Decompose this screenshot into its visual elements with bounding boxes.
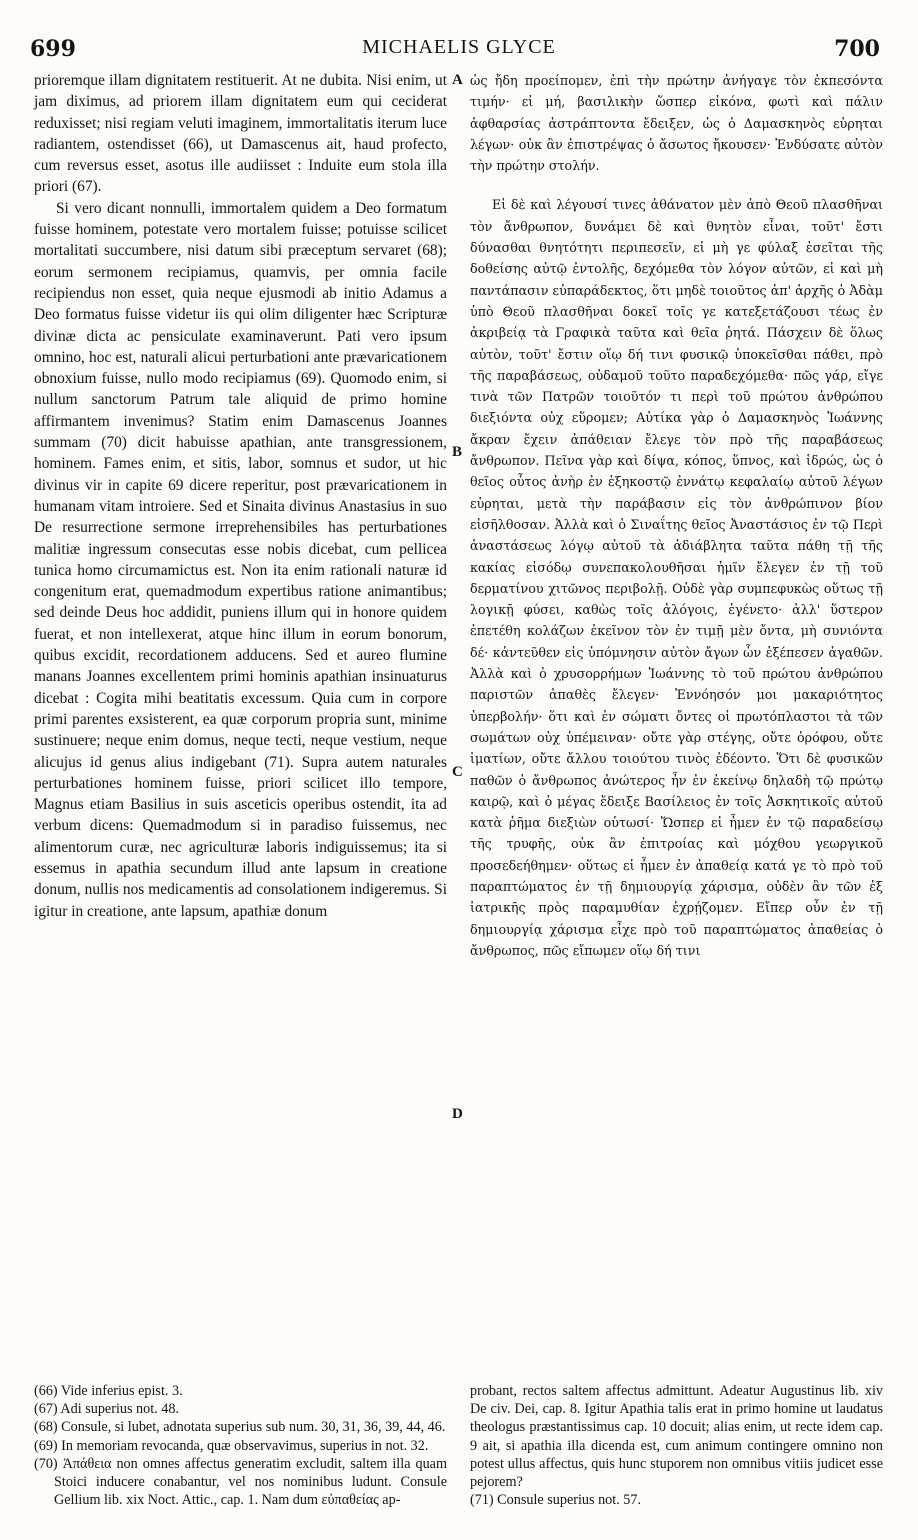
section-marker-a: A — [452, 72, 463, 88]
section-marker-c: C — [452, 764, 463, 780]
latin-paragraph-2: Si vero dicant nonnulli, immortalem quidem a Deo formatum fuisse hominem, potestate vero mortalem fuisse; potuisse scilicet mortalitati succumbere, nisi datum sibi præceptum servaret (68); eorum sermonem recipiamus, quamvis, per omnia facile recipiendus non esset, quia neque ejusmodi ab initio Adamus a Deo formatus fuisse videtur iis qui olim diligenter hæc Scripturæ divinæ dicta ac pensiculate examinaverunt. Pati vero ipsum omnino, hoc est, naturali alicui perturbationi ante prævaricationem obnoxium fuisse, nullo modo recipiamus (69). Quomodo enim, si nullum sanctorum Patrum tale aliquid de primo homine affirmantem invenimus? Statim enim Damascenus Joannes summam (70) dicit habuisse apathian, ante transgressionem, hominem. Fames enim, et sitis, labor, somnus et sudor, ut hic divinus vir in capite 69 dicere reperitur, post prævaricationem in humanam vitam introiere. Sed et Sinaita divinus Anastasius in suo De resurrectione sermone irreprehensibiles has perturbationes malitiæ ingressum consecutas esse nobis dicebat, cum pellicea tunica homo circumamictus est. Non ita enim rationali naturæ id congenitum erat, quemadmodum expertibus ratione animantibus; sed deinde Deus hoc addidit, puniens illum qui in honore quidem fuerat, et non intellexerat, atque hinc illum in eorum bonorum, quibus excidit, recordationem adducens. Sed et aureo flumine manans Joannes excellentem primi hominis apathian insinuaturus dicebat : Cogita mihi beatitatis excessum. Quia cum in corpore primi parentes exsisterent, ea quæ corporum propria sunt, minime sustinuere; neque enim domus, neque tecti, neque vestium, neque alicujus id genus alius indigebant (71). Supra autem naturales perturbationes hominem fuisse, priori scilicet illo tempore, Magnus etiam Basilius in suis asceticis operibus ostendit, ita ad verbum dicens: Quemadmodum si in paradiso fuissemus, nec alimentorum curæ, nec agriculturæ laboris indiguissemus; ita si essemus in apathia secundum illud ante lapsum in creatione donum, nullis nos medicamentis ad consolationem indigeremus. Si igitur in creatione, ante lapsum, apathiæ donum — [34, 199, 447, 920]
footnote-67: (67) Adi superius not. 48. — [34, 1401, 180, 1418]
footnote-71: (71) Consule superius not. 57. — [470, 1492, 642, 1509]
footnote-68: (68) Consule, si lubet, adnotata superius sub num. 30, 31, 36, 39, 44, 46. — [34, 1419, 446, 1436]
running-title: MICHAELIS GLYCE — [362, 36, 556, 58]
greek-column — [470, 70, 883, 961]
page-number-left: 699 — [30, 36, 76, 62]
page-number-right: 700 — [834, 36, 880, 62]
footnote-69: (69) In memoriam revocanda, quæ observavimus, superius in not. 32. — [34, 1437, 429, 1454]
latin-column — [34, 70, 447, 922]
section-marker-d: D — [452, 1106, 463, 1122]
footnotes-right — [470, 1382, 883, 1509]
greek-paragraph-2: Εἰ δὲ καὶ λέγουσί τινες ἀθάνατον μὲν ἀπὸ Θεοῦ πλασθῆναι τὸν ἄνθρωπον, δυνάμει δὲ καὶ θνητὸν εἶναι, τοῦτ' ἔστι δύνασθαι θνητότητι περιπεσεῖν, εἰ μὴ γε φύλαξ ἐσεῖται τῆς δοθείσης αὐτῷ ἐντολῆς, δεχόμεθα τὸν λόγον αὐτῶν, εἰ καὶ μὴ παντάπασιν εὐπαράδεκτος, ὅτι μηδὲ τοιοῦτος ἀπ' ἀρχῆς ὁ Ἀδὰμ ὑπὸ Θεοῦ πλασθῆναι δοκεῖ τοῖς γε κατεξετάζουσι τέως ἐν ἀκριβείᾳ τὰ Γραφικὰ ταῦτα καὶ θεῖα ῥητά. Πάσχειν δὲ ὅλως αὐτὸν, τοῦτ' ἔστιν οἵῳ δή τινι φυσικῷ ὑποκεῖσθαι πάθει, πρὸ τῆς παραβάσεως, οὐδαμοῦ τοῦτο παραδεχόμεθα· πῶς γάρ, εἴγε τινὰ τῶν Πατρῶν τοιοῦτόν τι περὶ τοῦ πρώτου ἀνθρώπου διεξιόντα οὐχ εὕρομεν; Αὐτίκα γὰρ ὁ Δαμασκηνὸς Ἰωάννης ἄκραν ἔχειν ἀπάθειαν ἔλεγε τὸν πρὸ τῆς παραβάσεως ἄνθρωπον. Πεῖνα γὰρ καὶ δίψα, κόπος, ὕπνος, καὶ ἱδρώς, ὡς ὁ θεῖος οὗτος ἀνὴρ ἐν ἑξηκοστῷ ἐννάτῳ κεφαλαίῳ αὐτοῦ λέγων εὑρηται, μετὰ τὴν παράβασιν εἰς τὸν ἀνθρώπινον βίον εἰσῆλθοσαν. Ἀλλὰ καὶ ὁ Σιναΐτης θεῖος Ἀναστάσιος ἐν τῷ Περὶ ἀναστάσεως λόγῳ αὐτοῦ τὰ ἀδιάβλητα ταῦτα πάθη τῇ τῆς κακίας εἰσόδῳ συνεπακολουθῆσαι ἡμῖν ἔλεγεν ἐν τῇ τοῦ δερματίνου χιτῶνος περιβολῇ. Οὐδὲ γὰρ συμπεφυκὼς οὕτως τῇ λογικῇ φύσει, καθὼς τοῖς ἀλόγοις, ἐγένετο· ἀλλ' ὕστερον ἐπετέθη κολάζων ἐκεῖνον τὸν ἐν τιμῇ μὲν ὄντα, μὴ συνιόντα δέ· κἀντεῦθεν εἰς ὑπόμνησιν αὐτὸν ἄγων ὧν ἐξέπεσεν ἀγαθῶν. Ἀλλὰ καὶ ὁ χρυσορρήμων Ἰωάννης τὸ τοῦ πρώτου ἀνθρώπου παριστῶν ἀπαθὲς ἔλεγεν· Ἐννόησόν μοι μακαριότητος ὑπερβολήν· ὅτι καὶ ἐν σώματι ὄντες οἱ πρωτόπλαστοι τὰ τῶν σωμάτων οὐχ ὑπέμειναν· οὔτε γὰρ στέγης, οὔτε ὀρόφου, οὔτε ἱματίων, οὔτε ἄλλου τοιούτου τινὸς ἐδέοντο. Ὅτι δὲ φυσικῶν παθῶν ὁ ἄνθρωπος ἀνώτερος ἦν ἐν ἐκείνῳ δηλαδὴ τῷ πρώτῳ καιρῷ, καὶ ὁ μέγας ἔδειξε Βασίλειος ἐν τοῖς Ἀσκητικοῖς αὐτοῦ κατὰ ῥῆμα διεξιὼν οὑτωσί· Ὥσπερ εἰ ἦμεν ἐν τῷ παραδείσῳ τῆς τρυφῆς, οὐκ ἂν ἐπιτροίας καὶ μόχθου γεωργικοῦ προσεδεήθημεν· οὕτως εἰ ἦμεν ἐν ἀπαθείᾳ κατά γε τὸ πρὸ τοῦ παραπτώματος ἐν τῇ δημιουργίᾳ χάρισμα, οὐδὲν ἂν τῶν ἐξ ἰατρικῆς πρὸς παραμυθίαν ἐχρῄζομεν. Εἴπερ οὖν ἐν τῇ δημιουργίᾳ χάρισμα εἶχε πρὸ τοῦ παραπτώματος ἀπαθείας ὁ ἄνθρωπος, πῶς εἴπωμεν οἵῳ δή τινι — [470, 197, 883, 958]
section-marker-b: B — [452, 444, 463, 460]
footnote-70-continuation: probant, rectos saltem affectus admittunt. Adeatur Augustinus lib. xiv De civ. Dei, cap. 8. Igitur Apathia talis erat in primo homine ut laudatus theologus præstantissimus cap. 10 docuit; alias enim, ut recte idem cap. 9 ait, si apathia illa dicenda est, cum animum contingere omnino non potest ullus affectus, quis hunc stuporem non omnibus vitiis judicet esse pejorem? — [470, 1383, 883, 1491]
footnote-66: (66) Vide inferius epist. 3. — [34, 1383, 183, 1399]
footnotes-left — [34, 1382, 447, 1509]
running-header — [30, 36, 888, 66]
latin-paragraph-1: prioremque illam dignitatem restituerit. At ne dubita. Nisi enim, ut jam diximus, ad priorem illam dignitatem eum qui ceciderat reduxisset; nisi regiam veluti imaginem, immortalitatis iterum luce radiantem, ostendisset (66), ut Damascenus ait, haud profecto, cum reversus esset, asotus ille audiisset : Induite eum stola illa priori (67). — [34, 72, 447, 196]
footnote-70: (70) Ἀπάθεια non omnes affectus generatim excludit, saltem illa quam Stoici inducere conabantur, vel nos nominibus ludunt. Consule Gellium lib. xix Noct. Attic., cap. 1. Nam dum εὐπαθείας ap- — [34, 1455, 447, 1509]
greek-paragraph-1: ὡς ἤδη προείπομεν, ἐπὶ τὴν πρώτην ἀνήγαγε τὸν ἐκπεσόντα τιμήν· εἰ μή, βασιλικὴν ὥσπερ εἰκόνα, φωτὶ καὶ πάλιν ἀφθαρσίας ἀστράπτοντα ἔδειξεν, ὡς ὁ Δαμασκηνὸς εὑρηται λέγων· οὐκ ἂν ἐπιστρέψας ὁ ἄσωτος ἤκουσεν· Ἐνδύσατε αὐτὸν τὴν πρώτην στολήν. — [470, 73, 883, 174]
